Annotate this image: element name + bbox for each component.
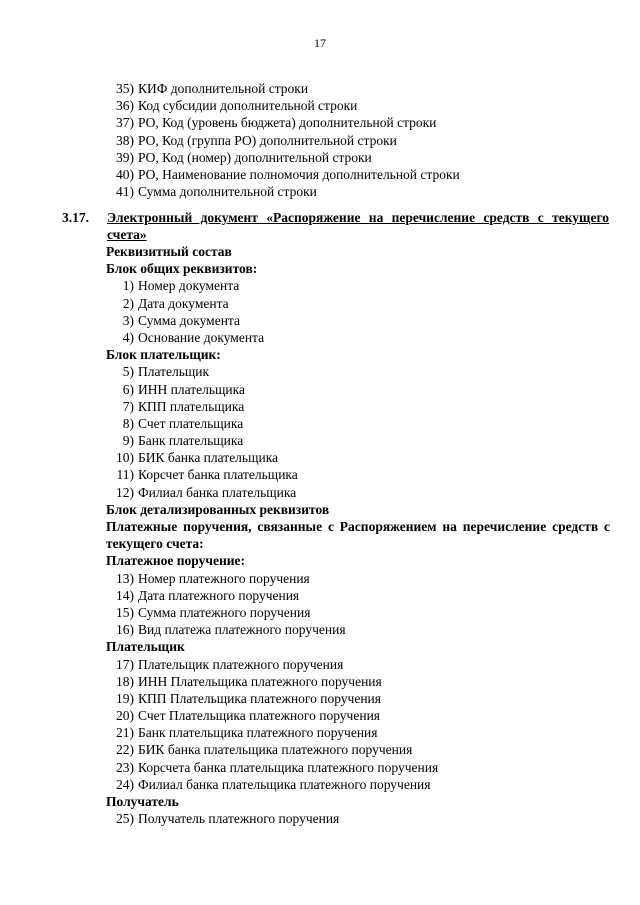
list-item-number: 17) bbox=[116, 656, 134, 672]
list-item bbox=[106, 604, 610, 621]
list-item-number: 14) bbox=[116, 587, 134, 603]
payer-items-list bbox=[106, 363, 610, 501]
list-item bbox=[106, 277, 610, 294]
list-item-text: Дата платежного поручения bbox=[138, 587, 300, 603]
recipient-heading: Получатель bbox=[106, 794, 179, 810]
list-item-text: БИК банка плательщика платежного поручения bbox=[138, 742, 413, 758]
list-item bbox=[106, 415, 610, 432]
list-item-number: 8) bbox=[122, 415, 134, 431]
list-item bbox=[106, 97, 606, 114]
po-payer-heading: Плательщик bbox=[106, 639, 185, 655]
list-item-text: Дата документа bbox=[138, 295, 229, 311]
list-item-text: Основание документа bbox=[138, 329, 265, 345]
list-item-text: Корсчета банка плательщика платежного поручения bbox=[138, 759, 439, 775]
list-item-text: Плательщик платежного поручения bbox=[138, 656, 344, 672]
general-block-heading: Блок общих реквизитов: bbox=[106, 261, 258, 277]
list-item-text: БИК банка плательщика bbox=[138, 450, 279, 466]
list-item-text: Корсчет банка плательщика bbox=[138, 467, 298, 483]
list-item-text: Номер документа bbox=[138, 278, 240, 294]
list-item bbox=[106, 673, 610, 690]
list-item bbox=[106, 295, 610, 312]
list-item-number: 23) bbox=[116, 759, 134, 775]
list-item bbox=[106, 776, 610, 793]
detail-block-heading: Блок детализированных реквизитов bbox=[106, 501, 330, 517]
list-item-text: Филиал банка плательщика платежного поручения bbox=[138, 776, 431, 792]
section-title: Электронный документ «Распоряжение на перечисление средств с текущего счета» bbox=[107, 210, 609, 242]
payment-order-items-list bbox=[106, 570, 610, 639]
list-item-text: Сумма документа bbox=[138, 312, 240, 328]
list-item bbox=[106, 484, 610, 501]
list-item-text: Сумма платежного поручения bbox=[138, 604, 311, 620]
payer-block-heading: Блок плательщик: bbox=[106, 347, 221, 363]
list-item-text: ИНН Плательщика платежного поручения bbox=[138, 673, 382, 689]
list-item bbox=[106, 329, 610, 346]
list-item bbox=[106, 183, 606, 200]
list-item-text: Номер платежного поручения bbox=[138, 570, 310, 586]
list-item-number: 40) bbox=[116, 166, 134, 182]
list-item bbox=[106, 759, 610, 776]
list-item-text: Сумма дополнительной строки bbox=[138, 184, 317, 200]
list-item bbox=[106, 587, 610, 604]
list-item-text: Банк плательщика bbox=[138, 433, 244, 449]
list-item-number: 5) bbox=[122, 364, 134, 380]
list-item-number: 37) bbox=[116, 115, 134, 131]
list-item bbox=[106, 312, 610, 329]
list-item bbox=[106, 466, 610, 483]
section-number: 3.17. bbox=[62, 210, 89, 225]
list-item-number: 12) bbox=[116, 484, 134, 500]
po-payer-items-list bbox=[106, 656, 610, 794]
list-item-number: 4) bbox=[122, 329, 134, 345]
list-item-number: 22) bbox=[116, 742, 134, 758]
list-item-number: 7) bbox=[122, 398, 134, 414]
list-item bbox=[106, 449, 610, 466]
section-subtitle: Реквизитный состав bbox=[106, 244, 232, 259]
list-item bbox=[106, 363, 610, 380]
list-item-text: КИФ дополнительной строки bbox=[138, 81, 309, 96]
list-item-number: 20) bbox=[116, 708, 134, 724]
list-item bbox=[106, 656, 610, 673]
list-item-text: Счет плательщика bbox=[138, 415, 244, 431]
list-item-number: 1) bbox=[122, 278, 134, 294]
list-item-number: 6) bbox=[122, 381, 134, 397]
list-item-text: Банк плательщика платежного поручения bbox=[138, 725, 378, 741]
list-item-text: РО, Код (номер) дополнительной строки bbox=[138, 149, 372, 165]
list-item bbox=[106, 570, 610, 587]
list-item-text: Счет Плательщика платежного поручения bbox=[138, 708, 380, 724]
section-body bbox=[106, 243, 610, 827]
recipient-items-list bbox=[106, 810, 610, 827]
list-item-text: РО, Код (группа РО) дополнительной строки bbox=[138, 132, 397, 148]
list-item bbox=[106, 166, 606, 183]
list-item-number: 9) bbox=[122, 433, 134, 449]
list-item bbox=[106, 810, 610, 827]
list-item-number: 39) bbox=[116, 149, 134, 165]
list-item-number: 25) bbox=[116, 811, 134, 827]
list-item-number: 19) bbox=[116, 690, 134, 706]
list-item bbox=[106, 149, 606, 166]
list-item bbox=[106, 80, 606, 97]
list-item-number: 36) bbox=[116, 98, 134, 114]
list-item-text: Филиал банка плательщика bbox=[138, 484, 297, 500]
detail-paragraph: Платежные поручения, связанные с Распоряжением на перечисление средств с текущего счета: bbox=[106, 519, 610, 552]
list-item bbox=[106, 690, 610, 707]
list-item-number: 11) bbox=[116, 467, 134, 483]
list-item bbox=[106, 621, 610, 638]
list-item-number: 16) bbox=[116, 622, 134, 638]
payment-order-heading: Платежное поручение: bbox=[106, 553, 246, 569]
page-number: 17 bbox=[314, 36, 326, 50]
list-item-number: 2) bbox=[122, 295, 134, 311]
list-item-number: 38) bbox=[116, 132, 134, 148]
list-item-text: КПП Плательщика платежного поручения bbox=[138, 690, 381, 706]
list-item bbox=[106, 707, 610, 724]
general-items-list bbox=[106, 277, 610, 346]
list-item-text: КПП плательщика bbox=[138, 398, 245, 414]
list-item bbox=[106, 132, 606, 149]
list-item-number: 41) bbox=[116, 184, 134, 200]
list-item bbox=[106, 114, 606, 131]
list-item-number: 18) bbox=[116, 673, 134, 689]
list-item bbox=[106, 741, 610, 758]
top-list bbox=[106, 80, 606, 200]
list-item bbox=[106, 724, 610, 741]
list-item bbox=[106, 381, 610, 398]
list-item-number: 15) bbox=[116, 604, 134, 620]
list-item-text: Получатель платежного поручения bbox=[138, 811, 340, 827]
list-item-text: ИНН плательщика bbox=[138, 381, 245, 397]
list-item-text: Плательщик bbox=[138, 364, 210, 380]
list-item-number: 13) bbox=[116, 570, 134, 586]
list-item-number: 21) bbox=[116, 725, 134, 741]
list-item-number: 10) bbox=[116, 450, 134, 466]
list-item-text: Вид платежа платежного поручения bbox=[138, 622, 346, 638]
list-item-text: Код субсидии дополнительной строки bbox=[138, 98, 358, 114]
list-item-text: РО, Наименование полномочия дополнительной строки bbox=[138, 166, 460, 182]
list-item-number: 3) bbox=[122, 312, 134, 328]
list-item bbox=[106, 398, 610, 415]
list-item-text: РО, Код (уровень бюджета) дополнительной строки bbox=[138, 115, 437, 131]
list-item-number: 35) bbox=[116, 81, 134, 96]
list-item bbox=[106, 432, 610, 449]
list-item-number: 24) bbox=[116, 776, 134, 792]
